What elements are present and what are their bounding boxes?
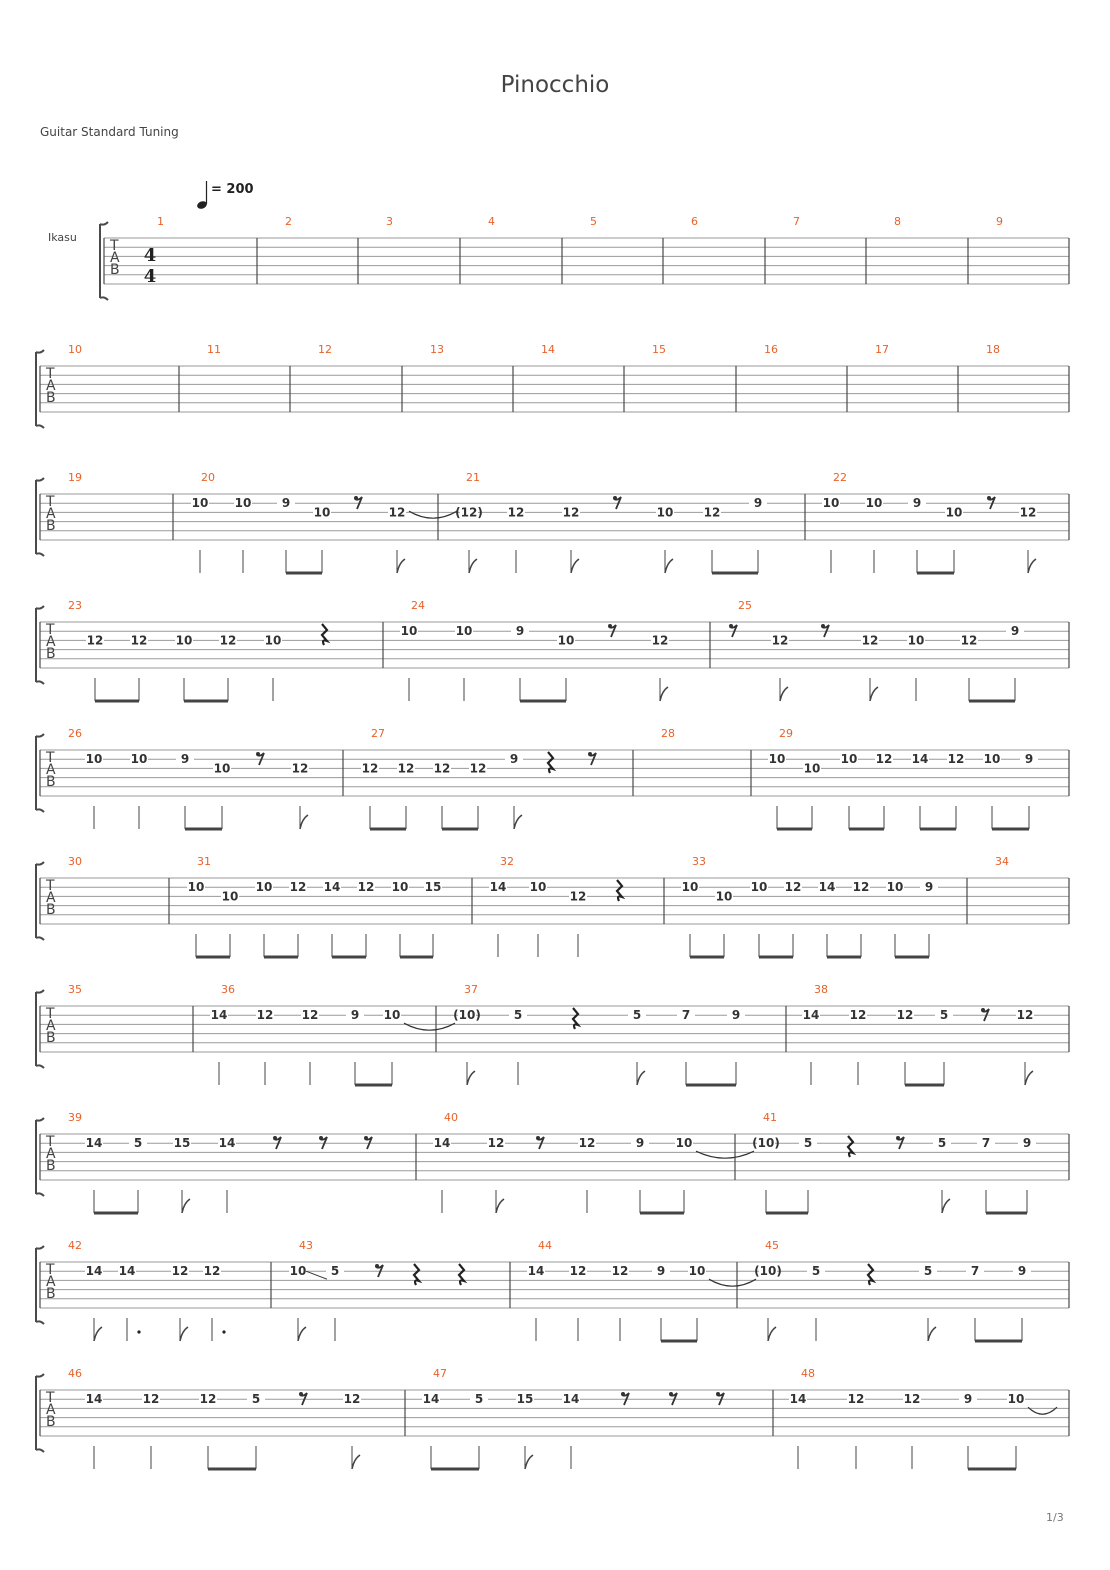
tab-clef-letter: A xyxy=(46,1402,56,1418)
note-flag xyxy=(514,815,522,829)
tab-clef-letter: B xyxy=(46,1030,56,1046)
note-flag xyxy=(780,687,788,701)
tab-clef-letter: A xyxy=(46,634,56,650)
measure-number: 5 xyxy=(590,215,597,228)
eighth-rest-dot xyxy=(716,1392,720,1396)
measure-number: 17 xyxy=(875,343,889,356)
quarter-rest xyxy=(868,1264,873,1285)
fret-number: 12 xyxy=(507,505,525,520)
fret-number: 10 xyxy=(983,752,1001,767)
eighth-rest-dot xyxy=(299,1392,303,1396)
measure-number: 41 xyxy=(763,1111,777,1124)
tab-clef-letter: A xyxy=(46,378,56,394)
fret-number: 12 xyxy=(343,1392,361,1407)
note-flag xyxy=(660,687,668,701)
eighth-rest-dot xyxy=(375,1264,379,1268)
fret-number: 12 xyxy=(291,761,309,776)
measure-number: 28 xyxy=(661,727,675,740)
quarter-rest xyxy=(322,624,327,645)
tab-clef-letter: A xyxy=(110,250,120,266)
note-flag xyxy=(180,1327,188,1341)
score-title: Pinocchio xyxy=(500,72,610,98)
tab-clef-letter: T xyxy=(46,1262,55,1278)
measure-number: 40 xyxy=(444,1111,458,1124)
eighth-rest-dot xyxy=(588,752,592,756)
fret-number: 10 xyxy=(213,761,231,776)
fret-number: 12 xyxy=(130,633,148,648)
note-flag xyxy=(1025,1071,1033,1085)
eighth-rest-dot xyxy=(896,1136,900,1140)
fret-number: 12 xyxy=(903,1392,921,1407)
fret-number: 5 xyxy=(937,1136,947,1151)
fret-number: 10 xyxy=(130,752,148,767)
note-flag xyxy=(571,559,579,573)
fret-number: 12 xyxy=(469,761,487,776)
tab-clef-letter: A xyxy=(46,890,56,906)
fret-number: (10) xyxy=(453,1008,481,1023)
fret-number: 12 xyxy=(487,1136,505,1151)
measure-number: 48 xyxy=(801,1367,815,1380)
fret-number: 12 xyxy=(171,1264,189,1279)
fret-number: 12 xyxy=(289,880,307,895)
fret-number: 9 xyxy=(963,1392,973,1407)
fret-number: 12 xyxy=(142,1392,160,1407)
note-flag xyxy=(94,1327,102,1341)
fret-number: 10 xyxy=(715,889,733,904)
fret-number: 12 xyxy=(703,505,721,520)
measure-number: 37 xyxy=(464,983,478,996)
measure-number: 4 xyxy=(488,215,495,228)
fret-number: 5 xyxy=(803,1136,813,1151)
fret-number: 14 xyxy=(818,880,836,895)
tab-clef-letter: B xyxy=(46,774,56,790)
fret-number: 12 xyxy=(203,1264,221,1279)
fret-number: 9 xyxy=(731,1008,741,1023)
measure-number: 46 xyxy=(68,1367,82,1380)
measure-number: 1 xyxy=(157,215,164,228)
measure-number: 2 xyxy=(285,215,292,228)
eighth-rest-dot xyxy=(319,1136,323,1140)
measure-number: 34 xyxy=(995,855,1009,868)
measure-number: 12 xyxy=(318,343,332,356)
note-flag xyxy=(768,1327,776,1341)
fret-number: 12 xyxy=(896,1008,914,1023)
fret-number: 10 xyxy=(656,505,674,520)
note-flag xyxy=(298,1327,306,1341)
page-number: 1/3 xyxy=(1046,1511,1064,1524)
fret-number: (12) xyxy=(455,505,483,520)
fret-number: 7 xyxy=(970,1264,980,1279)
measure-number: 36 xyxy=(221,983,235,996)
fret-number: 9 xyxy=(753,496,763,511)
fret-number: 10 xyxy=(289,1264,307,1279)
fret-number: 5 xyxy=(811,1264,821,1279)
measure-number: 22 xyxy=(833,471,847,484)
fret-number: 12 xyxy=(1016,1008,1034,1023)
eighth-rest-dot xyxy=(621,1392,625,1396)
fret-number: 9 xyxy=(635,1136,645,1151)
note-flag xyxy=(525,1455,533,1469)
fret-number: 10 xyxy=(688,1264,706,1279)
fret-number: 14 xyxy=(527,1264,545,1279)
measure-number: 24 xyxy=(411,599,425,612)
fret-number: 12 xyxy=(562,505,580,520)
fret-number: 14 xyxy=(422,1392,440,1407)
fret-number: 12 xyxy=(433,761,451,776)
fret-number: 10 xyxy=(768,752,786,767)
measure-number: 13 xyxy=(430,343,444,356)
fret-number: 5 xyxy=(923,1264,933,1279)
note-flag xyxy=(467,1071,475,1085)
fret-number: 12 xyxy=(771,633,789,648)
fret-number: 14 xyxy=(118,1264,136,1279)
eighth-rest-dot xyxy=(729,624,733,628)
tempo-value: = 200 xyxy=(211,182,254,197)
quarter-rest xyxy=(414,1264,419,1285)
measure-number: 27 xyxy=(371,727,385,740)
fret-number: 14 xyxy=(210,1008,228,1023)
quarter-rest xyxy=(848,1136,853,1157)
fret-number: 12 xyxy=(569,889,587,904)
measure-number: 31 xyxy=(197,855,211,868)
fret-number: 10 xyxy=(383,1008,401,1023)
fret-number: 10 xyxy=(455,624,473,639)
fret-number: 15 xyxy=(516,1392,534,1407)
tab-clef-letter: T xyxy=(46,366,55,382)
measure-number: 35 xyxy=(68,983,82,996)
fret-number: 9 xyxy=(924,880,934,895)
fret-number: 12 xyxy=(651,633,669,648)
measure-number: 18 xyxy=(986,343,1000,356)
tab-clef-letter: T xyxy=(46,750,55,766)
fret-number: 14 xyxy=(802,1008,820,1023)
fret-number: 9 xyxy=(656,1264,666,1279)
time-signature-bottom: 4 xyxy=(143,266,157,287)
eighth-rest-dot xyxy=(608,624,612,628)
track-name: Ikasu xyxy=(48,231,77,244)
measure-number: 32 xyxy=(500,855,514,868)
fret-number: 9 xyxy=(1010,624,1020,639)
note-flag xyxy=(397,559,405,573)
fret-number: 10 xyxy=(822,496,840,511)
note-flag xyxy=(942,1199,950,1213)
tab-clef-letter: B xyxy=(46,1158,56,1174)
fret-number: 12 xyxy=(397,761,415,776)
measure-number: 7 xyxy=(793,215,800,228)
fret-number: 10 xyxy=(191,496,209,511)
fret-number: 12 xyxy=(86,633,104,648)
fret-number: 12 xyxy=(361,761,379,776)
measure-number: 25 xyxy=(738,599,752,612)
fret-number: 10 xyxy=(840,752,858,767)
fret-number: 10 xyxy=(675,1136,693,1151)
fret-number: 9 xyxy=(350,1008,360,1023)
tab-clef-letter: B xyxy=(46,390,56,406)
quarter-rest xyxy=(617,880,622,901)
fret-number: 12 xyxy=(861,633,879,648)
fret-number: 9 xyxy=(509,752,519,767)
fret-number: 10 xyxy=(557,633,575,648)
fret-number: 12 xyxy=(199,1392,217,1407)
tab-clef-letter: T xyxy=(46,1134,55,1150)
fret-number: 10 xyxy=(750,880,768,895)
fret-number: 14 xyxy=(562,1392,580,1407)
eighth-rest-dot xyxy=(669,1392,673,1396)
augmentation-dot xyxy=(222,1330,225,1333)
quarter-rest xyxy=(548,752,553,773)
measure-number: 26 xyxy=(68,727,82,740)
note-flag xyxy=(870,687,878,701)
tab-clef-letter: B xyxy=(46,902,56,918)
fret-number: 10 xyxy=(400,624,418,639)
note-flag xyxy=(352,1455,360,1469)
note-flag xyxy=(300,815,308,829)
fret-number: 12 xyxy=(875,752,893,767)
fret-number: 12 xyxy=(578,1136,596,1151)
time-signature-top: 4 xyxy=(143,245,157,266)
fret-number: 7 xyxy=(681,1008,691,1023)
tab-clef-letter: T xyxy=(46,878,55,894)
fret-number: 15 xyxy=(424,880,442,895)
tab-clef-letter: A xyxy=(46,1018,56,1034)
fret-number: 9 xyxy=(1024,752,1034,767)
fret-number: 5 xyxy=(330,1264,340,1279)
note-flag xyxy=(469,559,477,573)
fret-number: 9 xyxy=(180,752,190,767)
fret-number: 7 xyxy=(981,1136,991,1151)
fret-number: 12 xyxy=(852,880,870,895)
measure-number: 14 xyxy=(541,343,555,356)
measure-number: 43 xyxy=(299,1239,313,1252)
tab-clef-letter: B xyxy=(46,1286,56,1302)
measure-number: 44 xyxy=(538,1239,552,1252)
tab-clef-letter: B xyxy=(46,518,56,534)
fret-number: 12 xyxy=(849,1008,867,1023)
fret-number: 10 xyxy=(255,880,273,895)
eighth-rest-dot xyxy=(536,1136,540,1140)
fret-number: 10 xyxy=(85,752,103,767)
measure-number: 11 xyxy=(207,343,221,356)
fret-number: 12 xyxy=(784,880,802,895)
measure-number: 38 xyxy=(814,983,828,996)
tab-clef-letter: T xyxy=(46,622,55,638)
fret-number: 10 xyxy=(681,880,699,895)
measure-number: 39 xyxy=(68,1111,82,1124)
fret-number: 9 xyxy=(912,496,922,511)
fret-number: 14 xyxy=(323,880,341,895)
fret-number: 5 xyxy=(133,1136,143,1151)
fret-number: 10 xyxy=(886,880,904,895)
fret-number: 12 xyxy=(569,1264,587,1279)
fret-number: 10 xyxy=(1007,1392,1025,1407)
measure-number: 47 xyxy=(433,1367,447,1380)
measure-number: 29 xyxy=(779,727,793,740)
fret-number: 14 xyxy=(85,1392,103,1407)
fret-number: 14 xyxy=(489,880,507,895)
fret-number: 10 xyxy=(529,880,547,895)
note-flag xyxy=(1028,559,1036,573)
fret-number: 10 xyxy=(907,633,925,648)
augmentation-dot xyxy=(137,1330,140,1333)
fret-number: 14 xyxy=(85,1264,103,1279)
quarter-rest xyxy=(459,1264,464,1285)
fret-number: 12 xyxy=(301,1008,319,1023)
tab-clef-letter: B xyxy=(110,262,120,278)
eighth-rest-dot xyxy=(821,624,825,628)
fret-number: 12 xyxy=(388,505,406,520)
fret-number: 10 xyxy=(391,880,409,895)
fret-number: 12 xyxy=(960,633,978,648)
measure-number: 10 xyxy=(68,343,82,356)
fret-number: 12 xyxy=(847,1392,865,1407)
fret-number: 10 xyxy=(175,633,193,648)
fret-number: 5 xyxy=(474,1392,484,1407)
fret-number: 9 xyxy=(281,496,291,511)
eighth-rest-dot xyxy=(364,1136,368,1140)
fret-number: 5 xyxy=(939,1008,949,1023)
tab-clef-letter: T xyxy=(46,1006,55,1022)
fret-number: 12 xyxy=(1019,505,1037,520)
measure-number: 23 xyxy=(68,599,82,612)
note-flag xyxy=(496,1199,504,1213)
tab-clef-letter: T xyxy=(110,238,119,254)
note-flag xyxy=(637,1071,645,1085)
slide-line xyxy=(306,1271,327,1279)
fret-number: 12 xyxy=(256,1008,274,1023)
tab-clef-letter: A xyxy=(46,1274,56,1290)
eighth-rest-dot xyxy=(256,752,260,756)
eighth-rest-dot xyxy=(981,1008,985,1012)
eighth-rest-dot xyxy=(354,496,358,500)
tab-clef-letter: B xyxy=(46,646,56,662)
fret-number: 5 xyxy=(632,1008,642,1023)
fret-number: 10 xyxy=(264,633,282,648)
measure-number: 33 xyxy=(692,855,706,868)
measure-number: 42 xyxy=(68,1239,82,1252)
fret-number: 9 xyxy=(1017,1264,1027,1279)
fret-number: 15 xyxy=(173,1136,191,1151)
fret-number: 14 xyxy=(789,1392,807,1407)
tab-clef-letter: A xyxy=(46,762,56,778)
fret-number: 14 xyxy=(218,1136,236,1151)
fret-number: 9 xyxy=(1022,1136,1032,1151)
fret-number: (10) xyxy=(752,1136,780,1151)
fret-number: 12 xyxy=(947,752,965,767)
tab-clef-letter: A xyxy=(46,1146,56,1162)
fret-number: 12 xyxy=(219,633,237,648)
fret-number: (10) xyxy=(754,1264,782,1279)
measure-number: 6 xyxy=(691,215,698,228)
measure-number: 21 xyxy=(466,471,480,484)
fret-number: 10 xyxy=(865,496,883,511)
note-flag xyxy=(928,1327,936,1341)
measure-number: 30 xyxy=(68,855,82,868)
fret-number: 14 xyxy=(911,752,929,767)
tab-clef-letter: T xyxy=(46,494,55,510)
fret-number: 10 xyxy=(945,505,963,520)
eighth-rest-dot xyxy=(273,1136,277,1140)
measure-number: 19 xyxy=(68,471,82,484)
eighth-rest-dot xyxy=(613,496,617,500)
eighth-rest-dot xyxy=(987,496,991,500)
fret-number: 5 xyxy=(513,1008,523,1023)
measure-number: 45 xyxy=(765,1239,779,1252)
fret-number: 10 xyxy=(803,761,821,776)
fret-number: 12 xyxy=(357,880,375,895)
note-flag xyxy=(182,1199,190,1213)
fret-number: 10 xyxy=(221,889,239,904)
fret-number: 10 xyxy=(313,505,331,520)
measure-number: 8 xyxy=(894,215,901,228)
fret-number: 14 xyxy=(433,1136,451,1151)
tuning-label: Guitar Standard Tuning xyxy=(40,125,179,139)
tab-clef-letter: B xyxy=(46,1414,56,1430)
measure-number: 16 xyxy=(764,343,778,356)
measure-number: 20 xyxy=(201,471,215,484)
note-flag xyxy=(665,559,673,573)
fret-number: 9 xyxy=(515,624,525,639)
measure-number: 15 xyxy=(652,343,666,356)
measure-number: 3 xyxy=(386,215,393,228)
tab-clef-letter: A xyxy=(46,506,56,522)
measure-number: 9 xyxy=(996,215,1003,228)
quarter-rest xyxy=(573,1008,578,1029)
fret-number: 10 xyxy=(187,880,205,895)
fret-number: 14 xyxy=(85,1136,103,1151)
fret-number: 12 xyxy=(611,1264,629,1279)
tab-clef-letter: T xyxy=(46,1390,55,1406)
fret-number: 5 xyxy=(251,1392,261,1407)
fret-number: 10 xyxy=(234,496,252,511)
